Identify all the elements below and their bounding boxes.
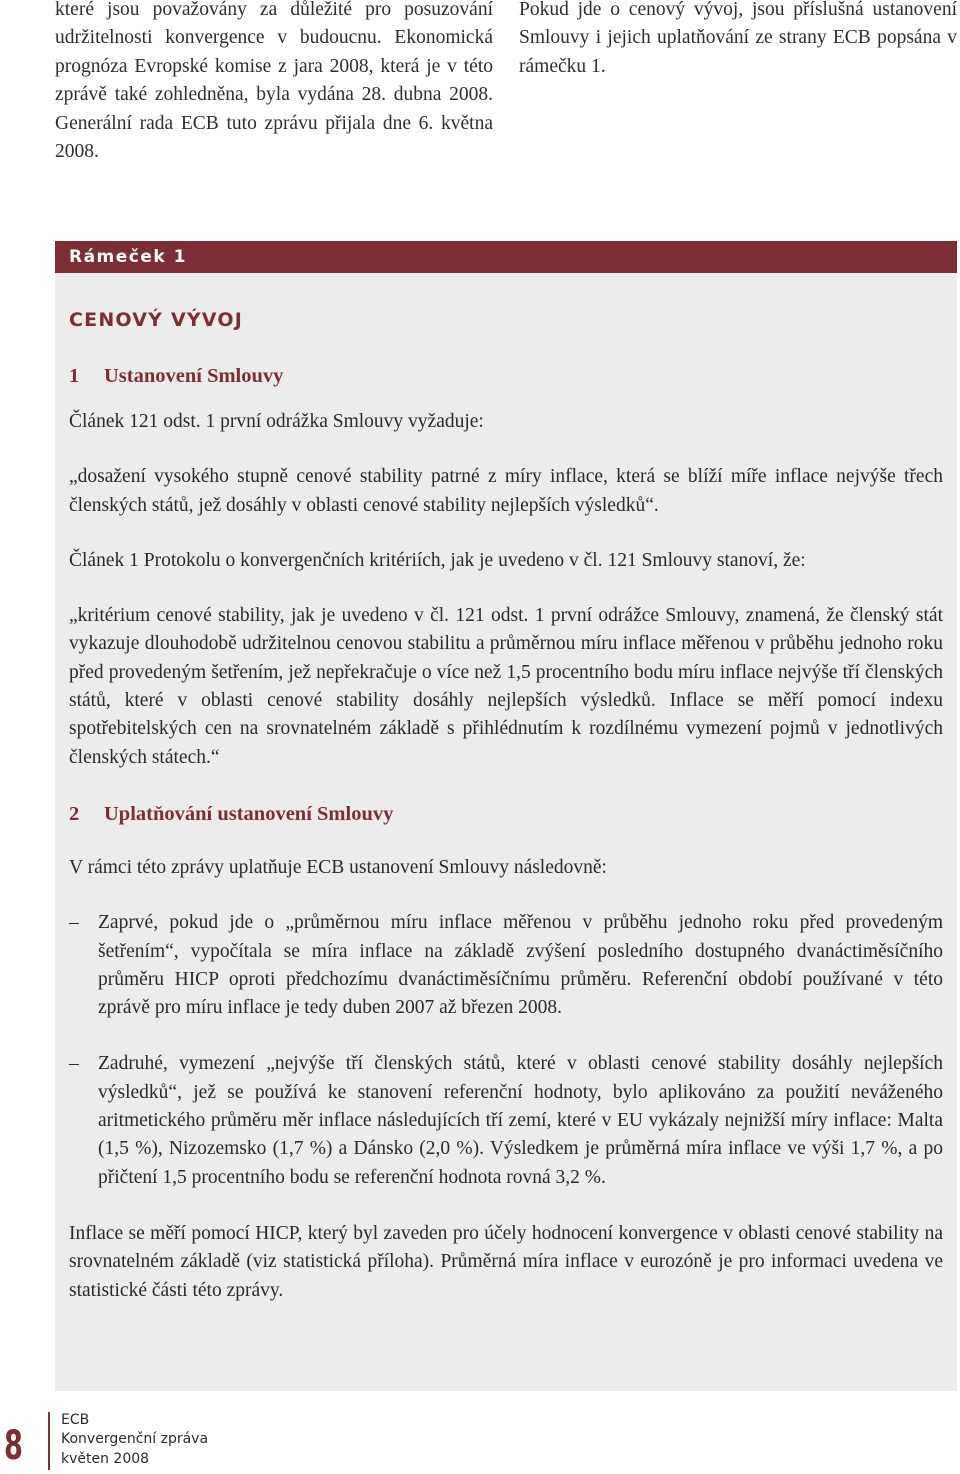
footer-divider — [48, 1412, 50, 1470]
list-item-text: Zaprvé, pokud jde o „průměrnou míru inflace měřenou v průběhu jednoho roku před provedeným šetřením“, vypočítala se míra inflace na základě zvýšení posledního dostupného dvanáctiměsíčního průměru HICP oproti předchozímu dvanáctiměsíčnímu průměru. Referenční období používané v této zprávě pro míru inflace je tedy duben 2007 až březen 2008. — [98, 912, 943, 1019]
page-number: 8 — [4, 1423, 23, 1469]
section-1-title: Ustanovení Smlouvy — [104, 365, 284, 387]
paragraph-article-121: Článek 121 odst. 1 první odrážka Smlouvy vyžaduje: — [69, 411, 484, 432]
section-2-number: 2 — [69, 802, 80, 825]
dash-marker: – — [69, 1053, 79, 1075]
footer-publication — [61, 1411, 208, 1469]
intro-left-column: které jsou považovány za důležité pro posuzování udržitelnosti konvergence v budoucnu. Ekonomická prognóza Evropské komise z jara 2008, která je v této zprávě také zohledněna, byla vydána 28. dubna 2008. Generální rada ECB tuto zprávu přijala dne 6. května 2008. — [55, 0, 493, 163]
footer-date: květen 2008 — [61, 1450, 150, 1467]
box-label: Rámeček 1 — [55, 241, 957, 273]
quote-treaty: „dosažení vysokého stupně cenové stability patrné z míry inflace, která se blíží míře inflace nejvýše třech členských států, jež dosáhly v oblasti cenové stability nejlepších výsledků“. — [69, 466, 943, 516]
list-item — [69, 1050, 943, 1191]
dash-marker: – — [69, 912, 79, 934]
section-2-title: Uplatňování ustanovení Smlouvy — [104, 802, 394, 825]
intro-right-column: Pokud jde o cenový vývoj, jsou příslušná ustanovení Smlouvy i jejich uplatňování ze strany ECB popsána v rámečku 1. — [519, 0, 957, 77]
section-1-heading — [69, 361, 943, 391]
footer-publisher: ECB — [61, 1412, 90, 1428]
box-body — [69, 361, 943, 1305]
box-1 — [55, 241, 957, 1391]
box-title: CENOVÝ VÝVOJ — [69, 309, 243, 331]
section-1-number: 1 — [69, 365, 80, 387]
paragraph-application: V rámci této zprávy uplatňuje ECB ustanovení Smlouvy následovně: — [69, 856, 607, 878]
paragraph-protocol: Článek 1 Protokolu o konvergenčních kritériích, jak je uvedeno v čl. 121 Smlouvy stanoví, že: — [69, 549, 806, 571]
quote-protocol: „kritérium cenové stability, jak je uvedeno v čl. 121 odst. 1 první odrážce Smlouvy, znamená, že členský stát vykazuje dlouhodobě udržitelnou cenovou stabilitu a průměrnou míru inflace měřenou v průběhu jednoho roku před provedeným šetřením, jež nepřekračuje o více než 1,5 procentního bodu míru inflace nejvýše tří členských států, které v oblasti cenové stability dosáhly nejlepších výsledků. Inflace se měří pomocí indexu spotřebitelských cen na srovnatelném základě s přihlédnutím k rozdílnému vymezení pojmů v jednotlivých členských státech.“ — [69, 605, 943, 768]
footer-report-title: Konvergenční zpráva — [61, 1431, 209, 1448]
list-item-text: Zadruhé, vymezení „nejvýše tří členských států, které v oblasti cenové stability dosáhly nejlepších výsledků“, jež se používá ke stanovení referenční hodnoty, bylo aplikováno za použití neváženého aritmetického průměru měr inflace následujících tří zemí, které v EU vykázaly nejnižší míry inflace: Malta (1,5 %), Nizozemsko (1,7 %) a Dánsko (2,0 %). Výsledkem je průměrná míra inflace ve výši 1,7 %, a po přičtení 1,5 procentního bodu se referenční hodnota rovná 3,2 %. — [98, 1053, 943, 1188]
paragraph-hicp: Inflace se měří pomocí HICP, který byl zaveden pro účely hodnocení konvergence v oblasti cenové stability na srovnatelném základě (viz statistická příloha). Průměrná míra inflace v eurozóně je pro informaci uvedena ve statistické části této zprávy. — [69, 1222, 943, 1301]
list-item — [69, 909, 943, 1022]
section-2-heading — [69, 799, 943, 829]
